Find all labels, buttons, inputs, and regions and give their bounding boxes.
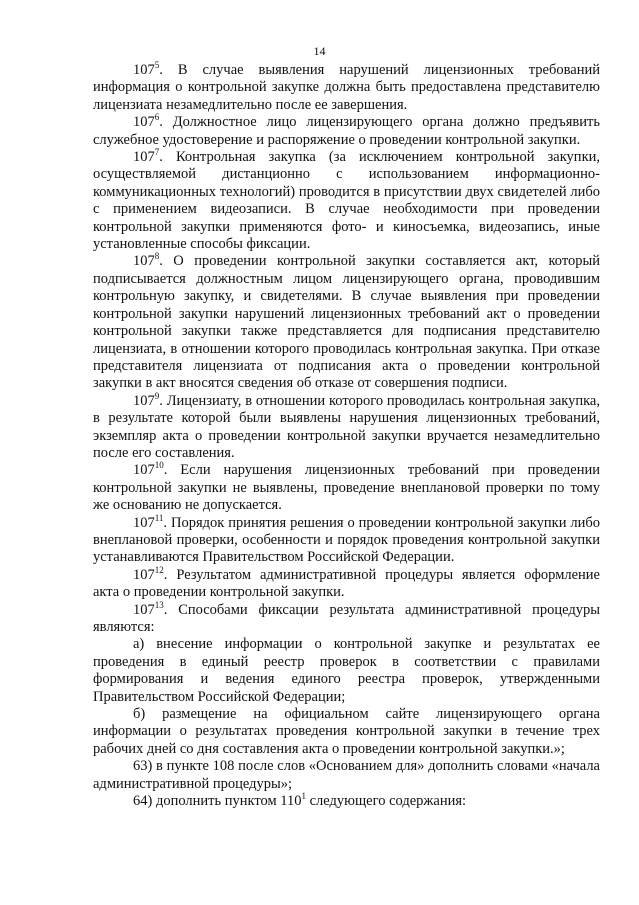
paragraph-107-8	[93, 253, 600, 392]
paragraph-107-7	[93, 149, 600, 253]
paragraph-107-6	[93, 114, 600, 149]
paragraph-text-continued: следующего содержания:	[306, 793, 467, 810]
paragraph-number: $107^6$	[133, 112, 160, 131]
subparagraph-a	[93, 636, 600, 706]
paragraph-text: . Лицензиату, в отношении которого проводилась контрольная закупка, в результате которой были выявлены нарушения лицензионных требований, экземпляр акта о проведении контрольной закупки вручается незамедлительно после его составления.	[93, 392, 600, 461]
paragraph-number: $107^8$	[133, 251, 160, 270]
paragraph-107-5	[93, 62, 600, 114]
paragraph-107-11	[93, 512, 600, 567]
paragraph-text: . Способами фиксации результата административной процедуры являются:	[93, 601, 600, 635]
paragraph-number: $107^7$	[133, 147, 160, 166]
paragraph-number: $107^5$	[133, 60, 160, 78]
paragraph-number: $107^{10}$	[133, 460, 164, 479]
paragraph-text: б) размещение на официальном сайте лицензирующего органа информации о результатах проведения контрольной закупки в течение трех рабочих дней со дня составления акта о проведении контрольной закупки.»;	[93, 706, 600, 757]
paragraph-number: $107^{13}$	[133, 599, 164, 618]
paragraph-107-10	[93, 462, 600, 514]
document-body	[93, 62, 600, 810]
paragraph-text: . О проведении контрольной закупки составляется акт, который подписывается должностным лицом лицензирующего органа, проводившим контрольную закупку, и свидетелями. В случае выявления при проведении контрольной закупки нарушений лицензионных требований акт о проведении контрольной закупки также представляется для подписания представителю лицензиата, в отношении которого проводилась контрольная закупка. При отказе представителя лицензиата от подписания акта о проведении контрольной закупки в акт вносятся сведения об отказе от совершения подписи.	[93, 253, 600, 392]
page-number: 14	[313, 44, 326, 58]
paragraph-number: $107^{12}$	[133, 564, 164, 583]
subparagraph-b	[93, 706, 600, 758]
paragraph-number: $107^{11}$	[133, 512, 164, 531]
item-64	[93, 793, 600, 810]
paragraph-text: 63) в пункте 108 после слов «Основанием для» дополнить словами «начала административной процедуры»;	[93, 758, 600, 792]
paragraph-107-13	[93, 599, 600, 637]
paragraph-text: а) внесение информации о контрольной закупке и результатах ее проведения в единый реестр проверок в соответствии с правилами формирования и ведения единого реестра проверок, утвержденными Правительством Российской Федерации;	[93, 636, 600, 705]
paragraph-107-12	[93, 564, 600, 602]
paragraph-text: . Результатом административной процедуры является оформление акта о проведении контрольной закупки.	[93, 566, 600, 601]
paragraph-text: 64) дополнить пунктом 110	[133, 793, 302, 810]
paragraph-text-superscript: 1	[301, 791, 306, 802]
paragraph-107-9	[93, 390, 600, 463]
paragraph-text: . Если нарушения лицензионных требований при проведении контрольной закупки не выявлены, проведение внеплановой проверки по тому же основанию не допускается.	[93, 462, 600, 514]
paragraph-text: . Должностное лицо лицензирующего органа должно предъявить служебное удостоверение и распоряжение о проведении контрольной закупки.	[93, 114, 600, 148]
paragraph-text: . Порядок принятия решения о проведении контрольной закупки либо внеплановой проверки, особенности и порядок проведения контрольной закупки устанавливаются Правительством Российской Федерации.	[93, 514, 600, 566]
paragraph-number: $107^9$	[133, 390, 160, 409]
item-63	[93, 758, 600, 793]
paragraph-text: . В случае выявления нарушений лицензионных требований информация о контрольной закупке должна быть предоставлена представителю лицензиата незамедлительно после ее завершения.	[93, 62, 600, 113]
paragraph-text: . Контрольная закупка (за исключением контрольной закупки, осуществляемой дистанционно с использованием информационно-коммуникационных технологий) проводится в присутствии двух свидетелей либо с применением видеозаписи. В случае необходимости при проведении контрольной закупки применяются фото- и киносъемка, видеозапись, иные установленные способы фиксации.	[93, 149, 600, 253]
